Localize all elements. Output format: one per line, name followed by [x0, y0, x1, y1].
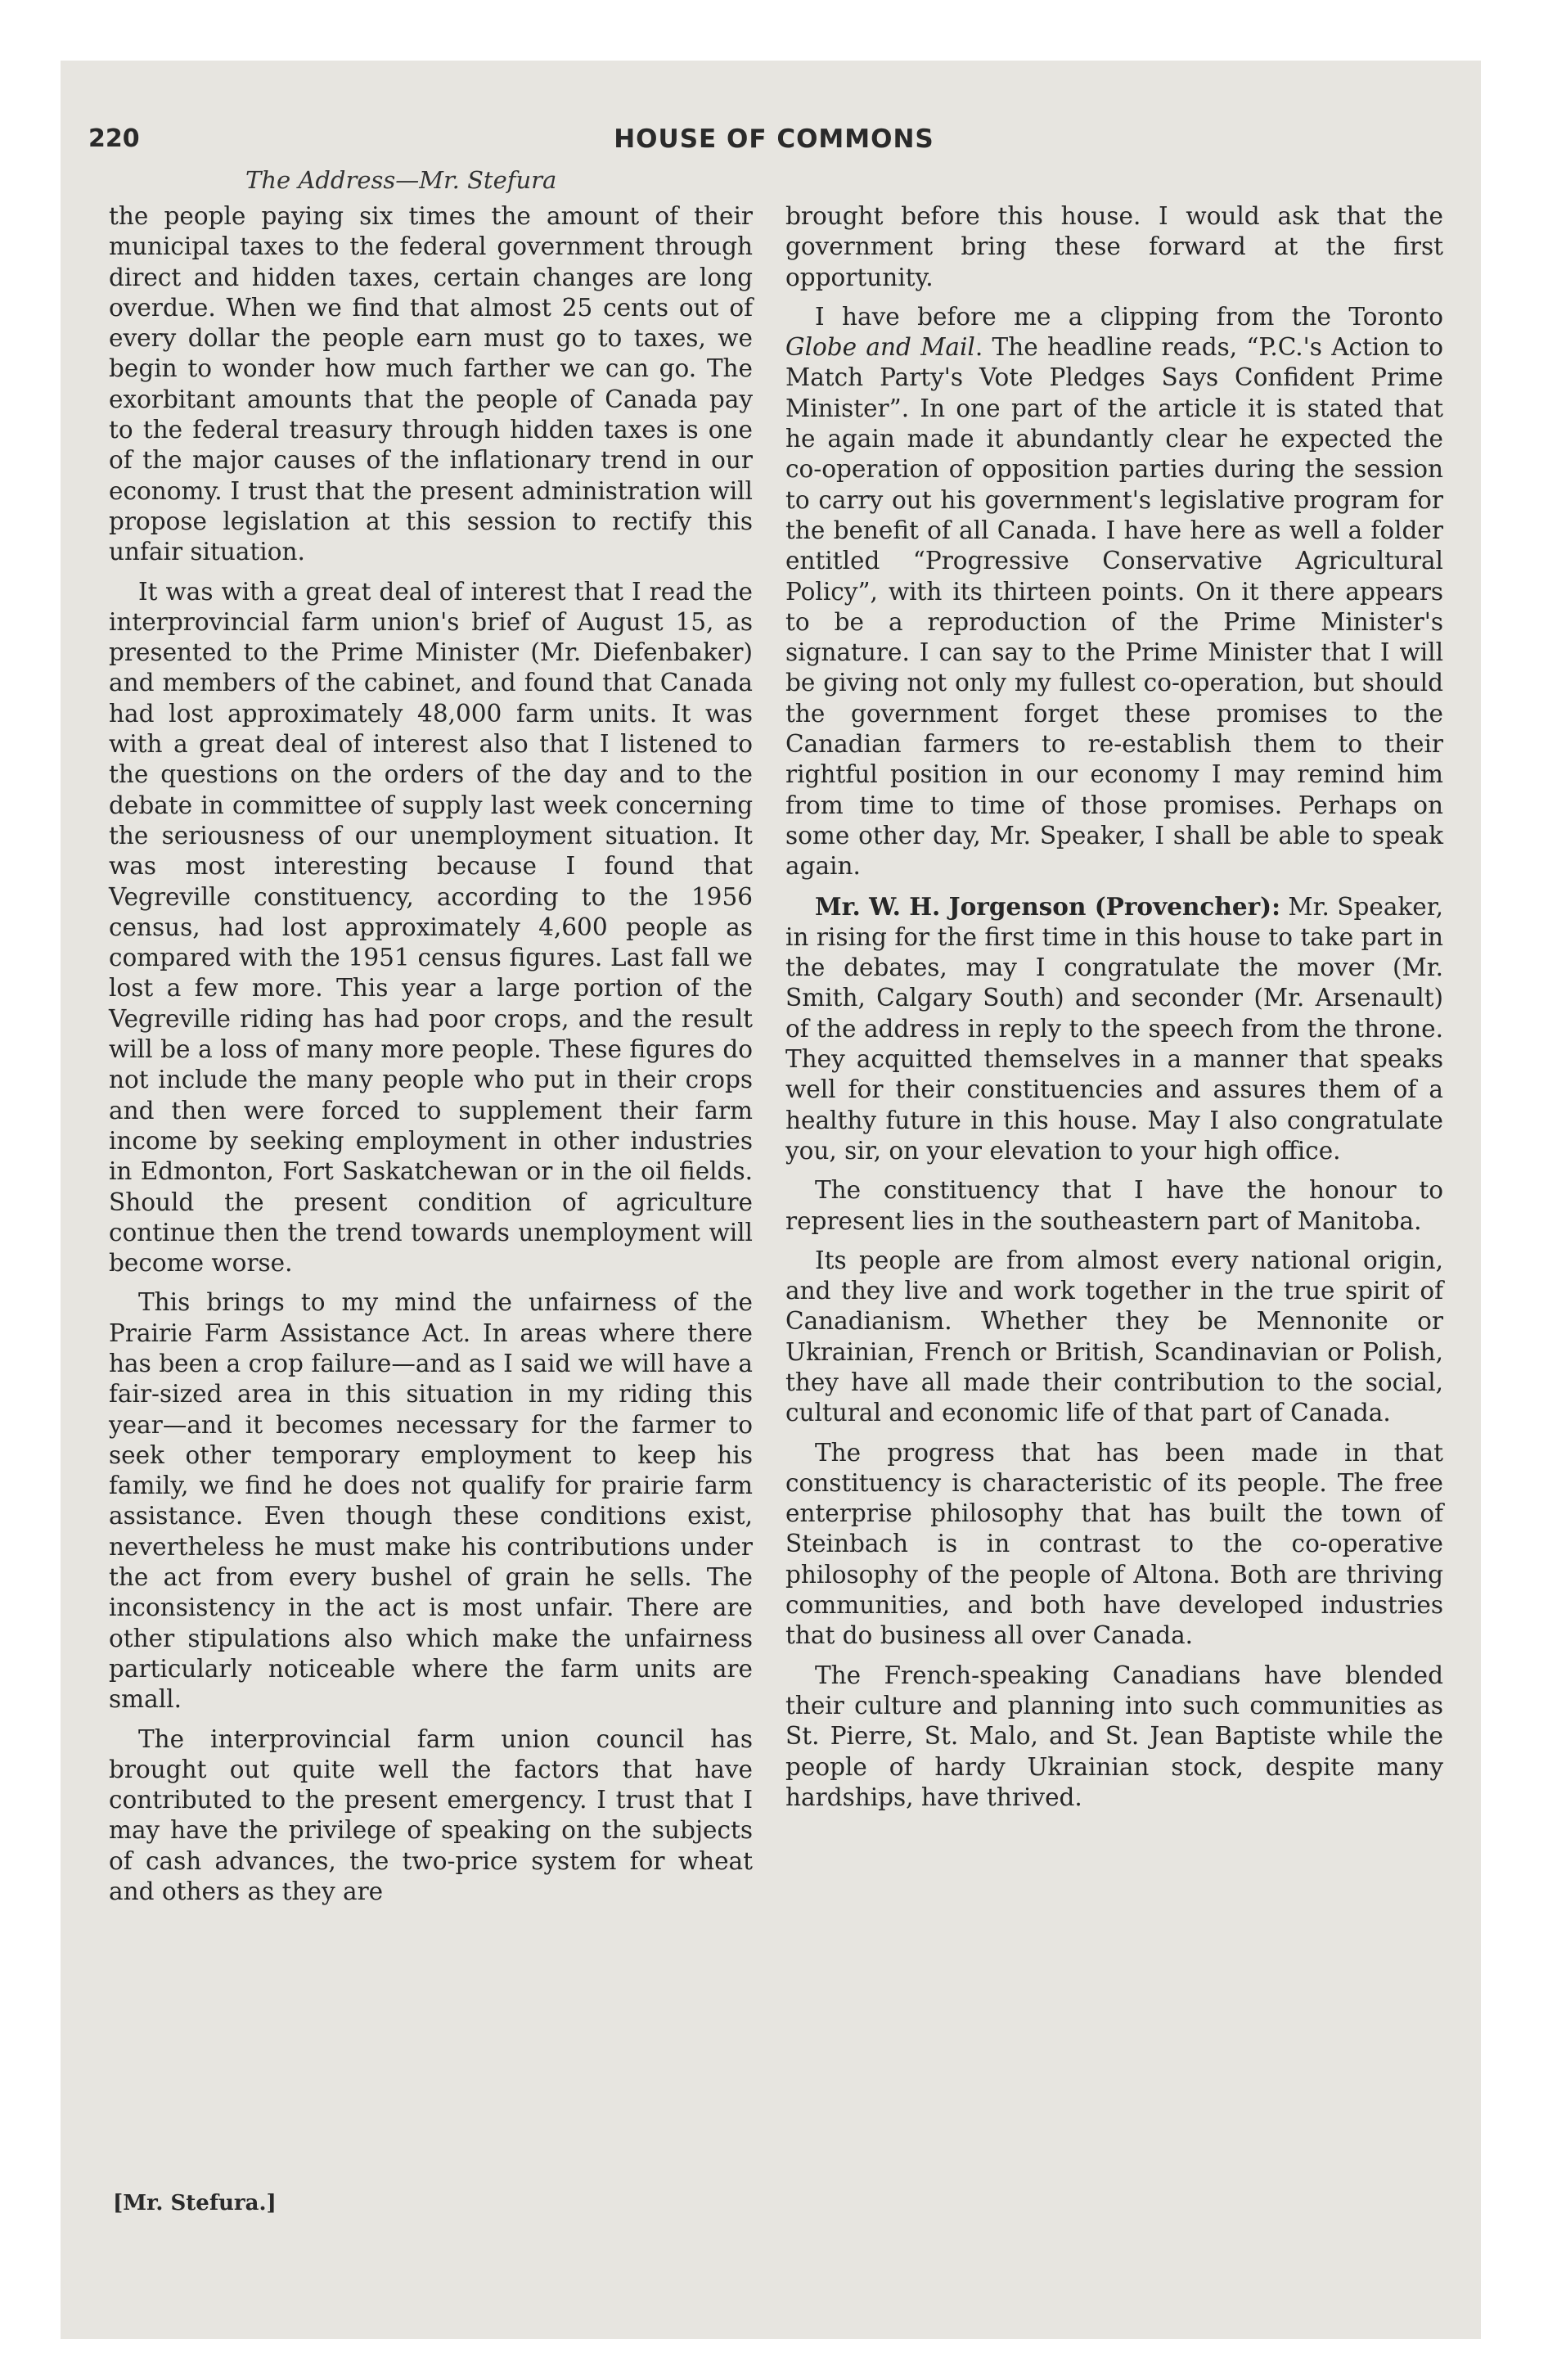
text-run: . The headline reads, “P.C.'s Action to Match Party's Vote Pledges Says Confident Prime Minister”. In one part of the article it is stated that he again made it abundantly clear he expected the co-operation of opposition parties during the session to carry out his government's legislative program for the benefit of all Canada. I have here as well a folder entitled “Progressive Conservative Agricultural Policy”, with its thirteen points. On it there appears to be a reproduction of the Prime Minister's signature. I can say to the Prime Minister that I will be giving not only my fullest co-operation, but should the government forget these promises to the Canadian farmers to re-establish them to their rightful position in our economy I may remind him from time to time of those promises. Perhaps on some other day, Mr. Speaker, I shall be able to speak again. — [785, 333, 1443, 881]
paragraph: This brings to my mind the unfairness of the Prairie Farm Assistance Act. In areas where there has been a crop failure—and as I said we will have a fair-sized area in this situation in my riding this year—and it becomes necessary for the farmer to seek other temporary employment to keep his family, we find he does not qualify for prairie farm assistance. Even though these conditions exist, nevertheless he must make his contributions under the act from every bushel of grain he sells. The inconsistency in the act is most unfair. There are other stipulations also which make the unfairness particularly noticeable where the farm units are small. — [109, 1288, 753, 1714]
paragraph: Its people are from almost every national origin, and they live and work together in the true spirit of Canadianism. Whether they be Mennonite or Ukrainian, French or British, Scandinavian or Polish, they have all made their contribution to the social, cultural and economic life of that part of Canada. — [785, 1246, 1443, 1427]
page-number: 220 — [88, 124, 140, 153]
paragraph: It was with a great deal of interest that I read the interprovincial farm union's brief of August 15, as presented to the Prime Minister (Mr. Diefenbaker) and members of the cabinet, and found that Canada had lost approximately 48,000 farm units. It was with a great deal of interest also that I listened to the questions on the orders of the day and to the debate in committee of supply last week concerning the seriousness of our unemployment situation. It was most interesting because I found that Vegreville constituency, according to the 1956 census, had lost approximately 4,600 people as compared with the 1951 census figures. Last fall we lost a few more. This year a large portion of the Vegreville riding has had poor crops, and the result will be a loss of many more people. These figures do not include the many people who put in their crops and then were forced to supplement their farm income by seeking employment in other industries in Edmonton, Fort Saskatchewan or in the oil fields. Should the present condition of agriculture continue then the trend towards unemployment will become worse. — [109, 577, 753, 1278]
right-column — [785, 201, 1443, 1822]
text-run: I have before me a clipping from the Toronto — [815, 302, 1443, 331]
paragraph: The constituency that I have the honour to represent lies in the southeastern part of Manitoba. — [785, 1176, 1443, 1235]
section-subhead: The Address—Mr. Stefura — [245, 166, 557, 194]
paragraph: The interprovincial farm union council has brought out quite well the factors that have contributed to the present emergency. I trust that I may have the privilege of speaking on the subjects of cash advances, the two-price system for wheat and others as they are — [109, 1724, 753, 1906]
footer-speaker-tag: [Mr. Stefura.] — [113, 2191, 277, 2215]
paragraph — [785, 302, 1443, 882]
paragraph: brought before this house. I would ask that the government bring these forward at the first opportunity. — [785, 202, 1443, 291]
speaker-name: Mr. W. H. Jorgenson (Provencher): — [815, 891, 1280, 921]
text-run: Mr. Speaker, in rising for the first time in this house to take part in the debates, may I congratulate the mover (Mr. Smith, Calgary South) and seconder (Mr. Arsenault) of the address in reply to the speech from the throne. They acquitted themselves in a manner that speaks well for their constituencies and assures them of a healthy future in this house. May I also congratulate you, sir, on your elevation to your high office. — [785, 892, 1443, 1165]
paragraph: The progress that has been made in that constituency is characteristic of its people. The free enterprise philosophy that has built the town of Steinbach is in contrast to the co-operative philosophy of the people of Altona. Both are thriving communities, and both have developed industries that do business all over Canada. — [785, 1438, 1443, 1650]
left-column — [109, 201, 753, 1916]
newspaper-title: Globe and Mail — [785, 333, 975, 362]
speaker-paragraph — [785, 891, 1443, 1167]
running-head: HOUSE OF COMMONS — [614, 124, 934, 154]
paragraph: The French-speaking Canadians have blended their culture and planning into such communities as St. Pierre, St. Malo, and St. Jean Baptiste while the people of hardy Ukrainian stock, despite many hardships, have thrived. — [785, 1661, 1443, 1811]
paragraph: the people paying six times the amount of their municipal taxes to the federal government through direct and hidden taxes, certain changes are long overdue. When we find that almost 25 cents out of every dollar the people earn must go to taxes, we begin to wonder how much farther we can go. The exorbitant amounts that the people of Canada pay to the federal treasury through hidden taxes is one of the major causes of the inflationary trend in our economy. I trust that the present administration will propose legislation at this session to rectify this unfair situation. — [109, 202, 753, 566]
